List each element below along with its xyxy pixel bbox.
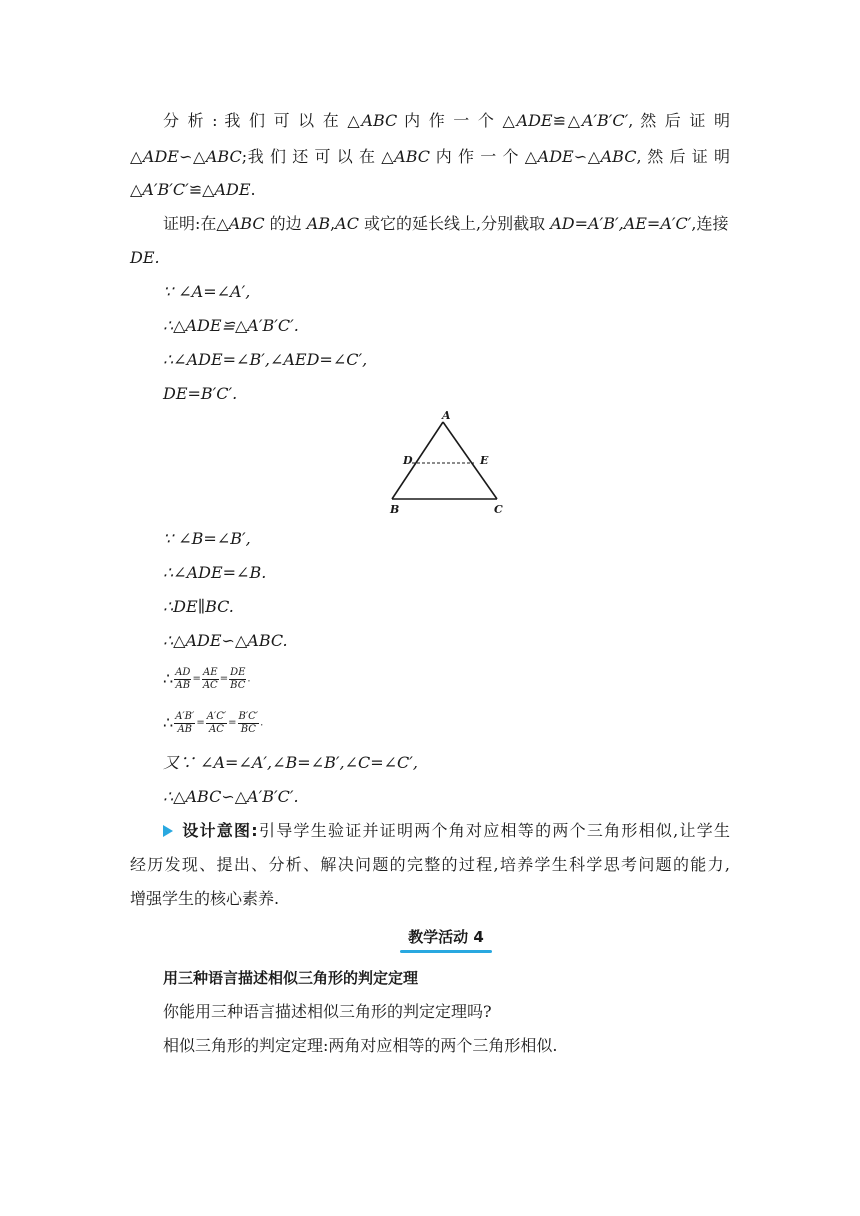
triangle-figure	[380, 408, 520, 520]
fraction: $\frac{AD}{AB}$	[175, 667, 191, 691]
activity-heading	[400, 925, 492, 951]
design-intent-line-3: 增强学生的核心素养.	[130, 889, 280, 908]
proof-step-1: ∵ ∠A=∠A′,	[163, 282, 251, 301]
heading-underline	[400, 950, 492, 953]
label-a: A	[442, 409, 451, 422]
fraction: $\frac{DE}{BC}$	[230, 667, 246, 691]
design-intent-line-1: 设计意图:引导学生验证并证明两个角对应相等的两个三角形相似,让学生	[163, 820, 730, 842]
proof-step-4: DE=B′C′.	[163, 384, 238, 403]
label-c: C	[494, 503, 503, 516]
activity-heading-text: 教学活动 4	[408, 928, 484, 946]
fraction: $\frac{B'C'}{BC}$	[238, 711, 259, 735]
ratio-equation-2: ∴ $\frac{A'B'}{AB}$ = $\frac{A'C'}{AC}$ = $\frac{B'C'}{BC}$ .	[163, 711, 264, 735]
proof-step-3: ∴∠ADE=∠B′,∠AED=∠C′,	[163, 350, 368, 369]
proof-line-2: DE.	[130, 248, 160, 267]
side-ab	[392, 422, 443, 499]
analysis-line-2: △ADE∽△ABC;我 们 还 可 以 在 △ABC 内 作 一 个 △ADE∽△ABC, 然 后 证 明	[130, 147, 731, 166]
proof-step-7: ∴DE∥BC.	[163, 597, 234, 616]
analysis-line-3: △A′B′C′≌△ADE.	[130, 180, 256, 199]
activity-question: 你能用三种语言描述相似三角形的判定定理吗?	[163, 1002, 492, 1021]
activity-theorem: 相似三角形的判定定理:两角对应相等的两个三角形相似.	[163, 1036, 558, 1055]
side-ac	[443, 422, 497, 499]
design-intent-line-2: 经历发现、提出、分析、解决问题的完整的过程,培养学生科学思考问题的能力,	[130, 855, 730, 874]
proof-line-1: 证明:在△ABC 的边 AB,AC 或它的延长线上,分别截取 AD=A′B′,AE=A′C′,连接	[163, 214, 729, 233]
proof-step-6: ∴∠ADE=∠B.	[163, 563, 267, 582]
ratio-equation-1: ∴ $\frac{AD}{AB}$ = $\frac{AE}{AC}$ = $\frac{DE}{BC}$ .	[163, 667, 251, 691]
analysis-line-1: 分 析 : 我 们 可 以 在 △ABC 内 作 一 个 △ADE≌△A′B′C′, 然 后 证 明	[163, 111, 730, 130]
proof-also-line: 又∵ ∠A=∠A′,∠B=∠B′,∠C=∠C′,	[163, 753, 419, 772]
activity-title: 用三种语言描述相似三角形的判定定理	[163, 969, 419, 987]
proof-conclusion: ∴△ABC∽△A′B′C′.	[163, 787, 299, 806]
fraction: $\frac{A'C'}{AC}$	[206, 711, 227, 735]
proof-step-8: ∴△ADE∽△ABC.	[163, 631, 288, 650]
proof-step-2: ∴△ADE≌△A′B′C′.	[163, 316, 299, 335]
fraction: $\frac{AE}{AC}$	[202, 667, 218, 691]
label-b: B	[390, 503, 400, 516]
play-marker-icon	[163, 825, 173, 837]
label-e: E	[480, 454, 489, 467]
proof-step-5: ∵ ∠B=∠B′,	[163, 529, 251, 548]
label-d: D	[403, 454, 413, 467]
fraction: $\frac{A'B'}{AB}$	[175, 711, 195, 735]
